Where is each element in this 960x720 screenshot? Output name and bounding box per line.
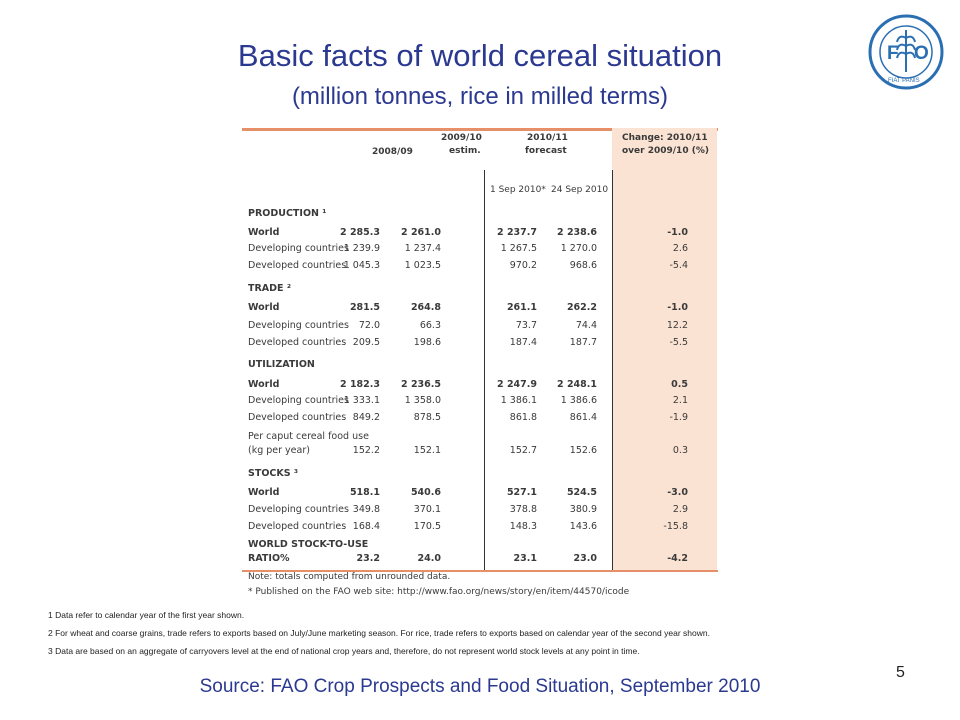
table-note: Note: totals computed from unrounded data. [248,572,451,582]
row-label: RATIO% [248,553,290,564]
table-cell: 72.0 [358,320,380,331]
table-row [246,519,720,535]
table-cell: 2 182.3 [340,379,380,390]
table-row [246,225,720,241]
footnote: 1 Data refer to calendar year of the first year shown. [48,610,245,620]
col-header-forecast: forecast [525,146,567,156]
table-note-web: * Published on the FAO web site: http://www.fao.org/news/story/en/item/44570/icode [248,587,630,597]
table-cell: -4.2 [667,553,688,564]
table-cell: 262.2 [566,302,597,313]
table-cell: 187.4 [509,337,537,348]
table-row [246,551,720,567]
col-header-change-sub: over 2009/10 (%) [622,146,709,156]
col-header-2009: 2009/10 [441,133,482,143]
table-cell: 518.1 [349,487,380,498]
table-cell: -3.0 [667,487,688,498]
table-cell: 861.4 [569,412,597,423]
table-cell: 168.4 [352,521,380,532]
table-cell: 148.3 [509,521,537,532]
row-label: Developed countries [248,260,347,271]
table-row [246,410,720,426]
table-cell: 861.8 [509,412,537,423]
table-cell: 73.7 [515,320,537,331]
table-cell: 143.6 [569,521,597,532]
table-row [246,393,720,409]
table-cell: -5.4 [669,260,688,271]
table-cell: 540.6 [410,487,441,498]
row-label: Developed countries [248,521,347,532]
svg-text:O: O [914,43,929,64]
table-cell: 74.4 [575,320,597,331]
table-cell: 0.5 [671,379,688,390]
source-citation: Source: FAO Crop Prospects and Food Situation, September 2010 [199,676,761,697]
table-cell: 878.5 [413,412,441,423]
row-label: Developed countries [248,412,347,423]
row-label: Developing countries [248,243,349,254]
row-label: (kg per year) [248,445,310,456]
table-cell: -1.0 [667,227,688,238]
table-cell: 2 261.0 [401,227,441,238]
table-cell: 1 023.5 [404,260,441,271]
table-cell: 527.1 [506,487,537,498]
table-cell: -1.0 [667,302,688,313]
table-section-row [246,206,720,222]
table-cell: 1 270.0 [560,243,597,254]
col-header-change: Change: 2010/11 [622,133,708,143]
row-label: UTILIZATION [248,359,315,370]
col-subheader-1sep: 1 Sep 2010* [490,185,546,195]
table-cell: 2 237.7 [497,227,537,238]
table-cell: 12.2 [666,320,688,331]
table-section-row [246,357,720,373]
row-label: Developing countries [248,395,349,406]
slide-subtitle: (million tonnes, rice in milled terms) [291,83,669,110]
table-cell: 264.8 [410,302,441,313]
table-cell: 23.1 [513,553,537,564]
row-label: Developing countries [248,504,349,515]
table-row [246,502,720,518]
footnote: 2 For wheat and coarse grains, trade refers to exports based on July/June marketing season. For rice, trade refers to exports based on calendar year of the second year shown. [48,628,710,638]
table-cell: -5.5 [669,337,688,348]
row-label: WORLD STOCK-TO-USE [248,539,369,550]
table-cell: 2.1 [672,395,688,406]
svg-text:F: F [887,43,899,64]
table-cell: 970.2 [509,260,537,271]
col-header-2010: 2010/11 [527,133,568,143]
table-cell: 2 285.3 [340,227,380,238]
col-header-2008: 2008/09 [372,147,413,157]
table-cell: 152.1 [413,445,441,456]
row-label: Developed countries [248,337,347,348]
table-cell: 378.8 [509,504,537,515]
col-subheader-24sep: 24 Sep 2010 [551,185,609,195]
table-row [246,300,720,316]
footnote: 3 Data are based on an aggregate of carryovers level at the end of national crop years and, therefore, do not represent world stock levels at any point in time. [48,646,640,656]
table-cell: 1 239.9 [343,243,380,254]
table-section-row [246,466,720,482]
table-cell: 281.5 [349,302,380,313]
table-cell: 0.3 [672,445,688,456]
table-cell: 1 333.1 [343,395,380,406]
table-cell: -1.9 [669,412,688,423]
table-cell: 198.6 [413,337,441,348]
table-cell: 849.2 [352,412,380,423]
table-cell: 1 358.0 [404,395,441,406]
table-cell: 152.2 [352,445,380,456]
table-row [246,335,720,351]
table-cell: 2 248.1 [557,379,597,390]
page-number: 5 [896,664,905,681]
row-label: TRADE ² [248,283,291,294]
table-cell: 2 236.5 [401,379,441,390]
fao-logo [866,12,946,92]
row-label: Per caput cereal food use [248,431,369,442]
table-cell: 2 247.9 [497,379,537,390]
table-cell: 380.9 [569,504,597,515]
table-cell: 209.5 [352,337,380,348]
table-cell: -15.8 [663,521,688,532]
table-cell: 170.5 [413,521,441,532]
table-cell: 152.6 [569,445,597,456]
table-cell: 187.7 [569,337,597,348]
row-label: World [248,302,280,313]
svg-text:FIAT PANIS: FIAT PANIS [888,78,920,84]
table-row [246,318,720,334]
table-cell: 2 238.6 [557,227,597,238]
table-cell: 2.6 [672,243,688,254]
row-label: World [248,227,280,238]
row-label: World [248,487,280,498]
row-label: Developing countries [248,320,349,331]
table-cell: 1 386.6 [560,395,597,406]
table-cell: 23.0 [573,553,597,564]
table-cell: 370.1 [413,504,441,515]
col-header-2009-estim: estim. [449,146,481,156]
table-cell: 23.2 [356,553,380,564]
table-cell: 349.8 [352,504,380,515]
table-cell: 2.9 [672,504,688,515]
table-row [246,485,720,501]
table-cell: 1 045.3 [343,260,380,271]
table-cell: 1 267.5 [500,243,537,254]
table-row [246,241,720,257]
row-label: World [248,379,280,390]
table-row [246,258,720,274]
row-label: STOCKS ³ [248,468,299,479]
table-cell: 261.1 [506,302,537,313]
table-cell: 968.6 [569,260,597,271]
table-row [246,377,720,393]
table-cell: 152.7 [509,445,537,456]
slide-title: Basic facts of world cereal situation [237,38,723,73]
table-section-row [246,281,720,297]
table-cell: 524.5 [566,487,597,498]
table-cell: 24.0 [417,553,441,564]
table-cell: 1 237.4 [404,243,441,254]
table-cell: 66.3 [419,320,441,331]
table-row [246,443,720,459]
table-cell: 1 386.1 [500,395,537,406]
row-label: PRODUCTION ¹ [248,208,327,219]
